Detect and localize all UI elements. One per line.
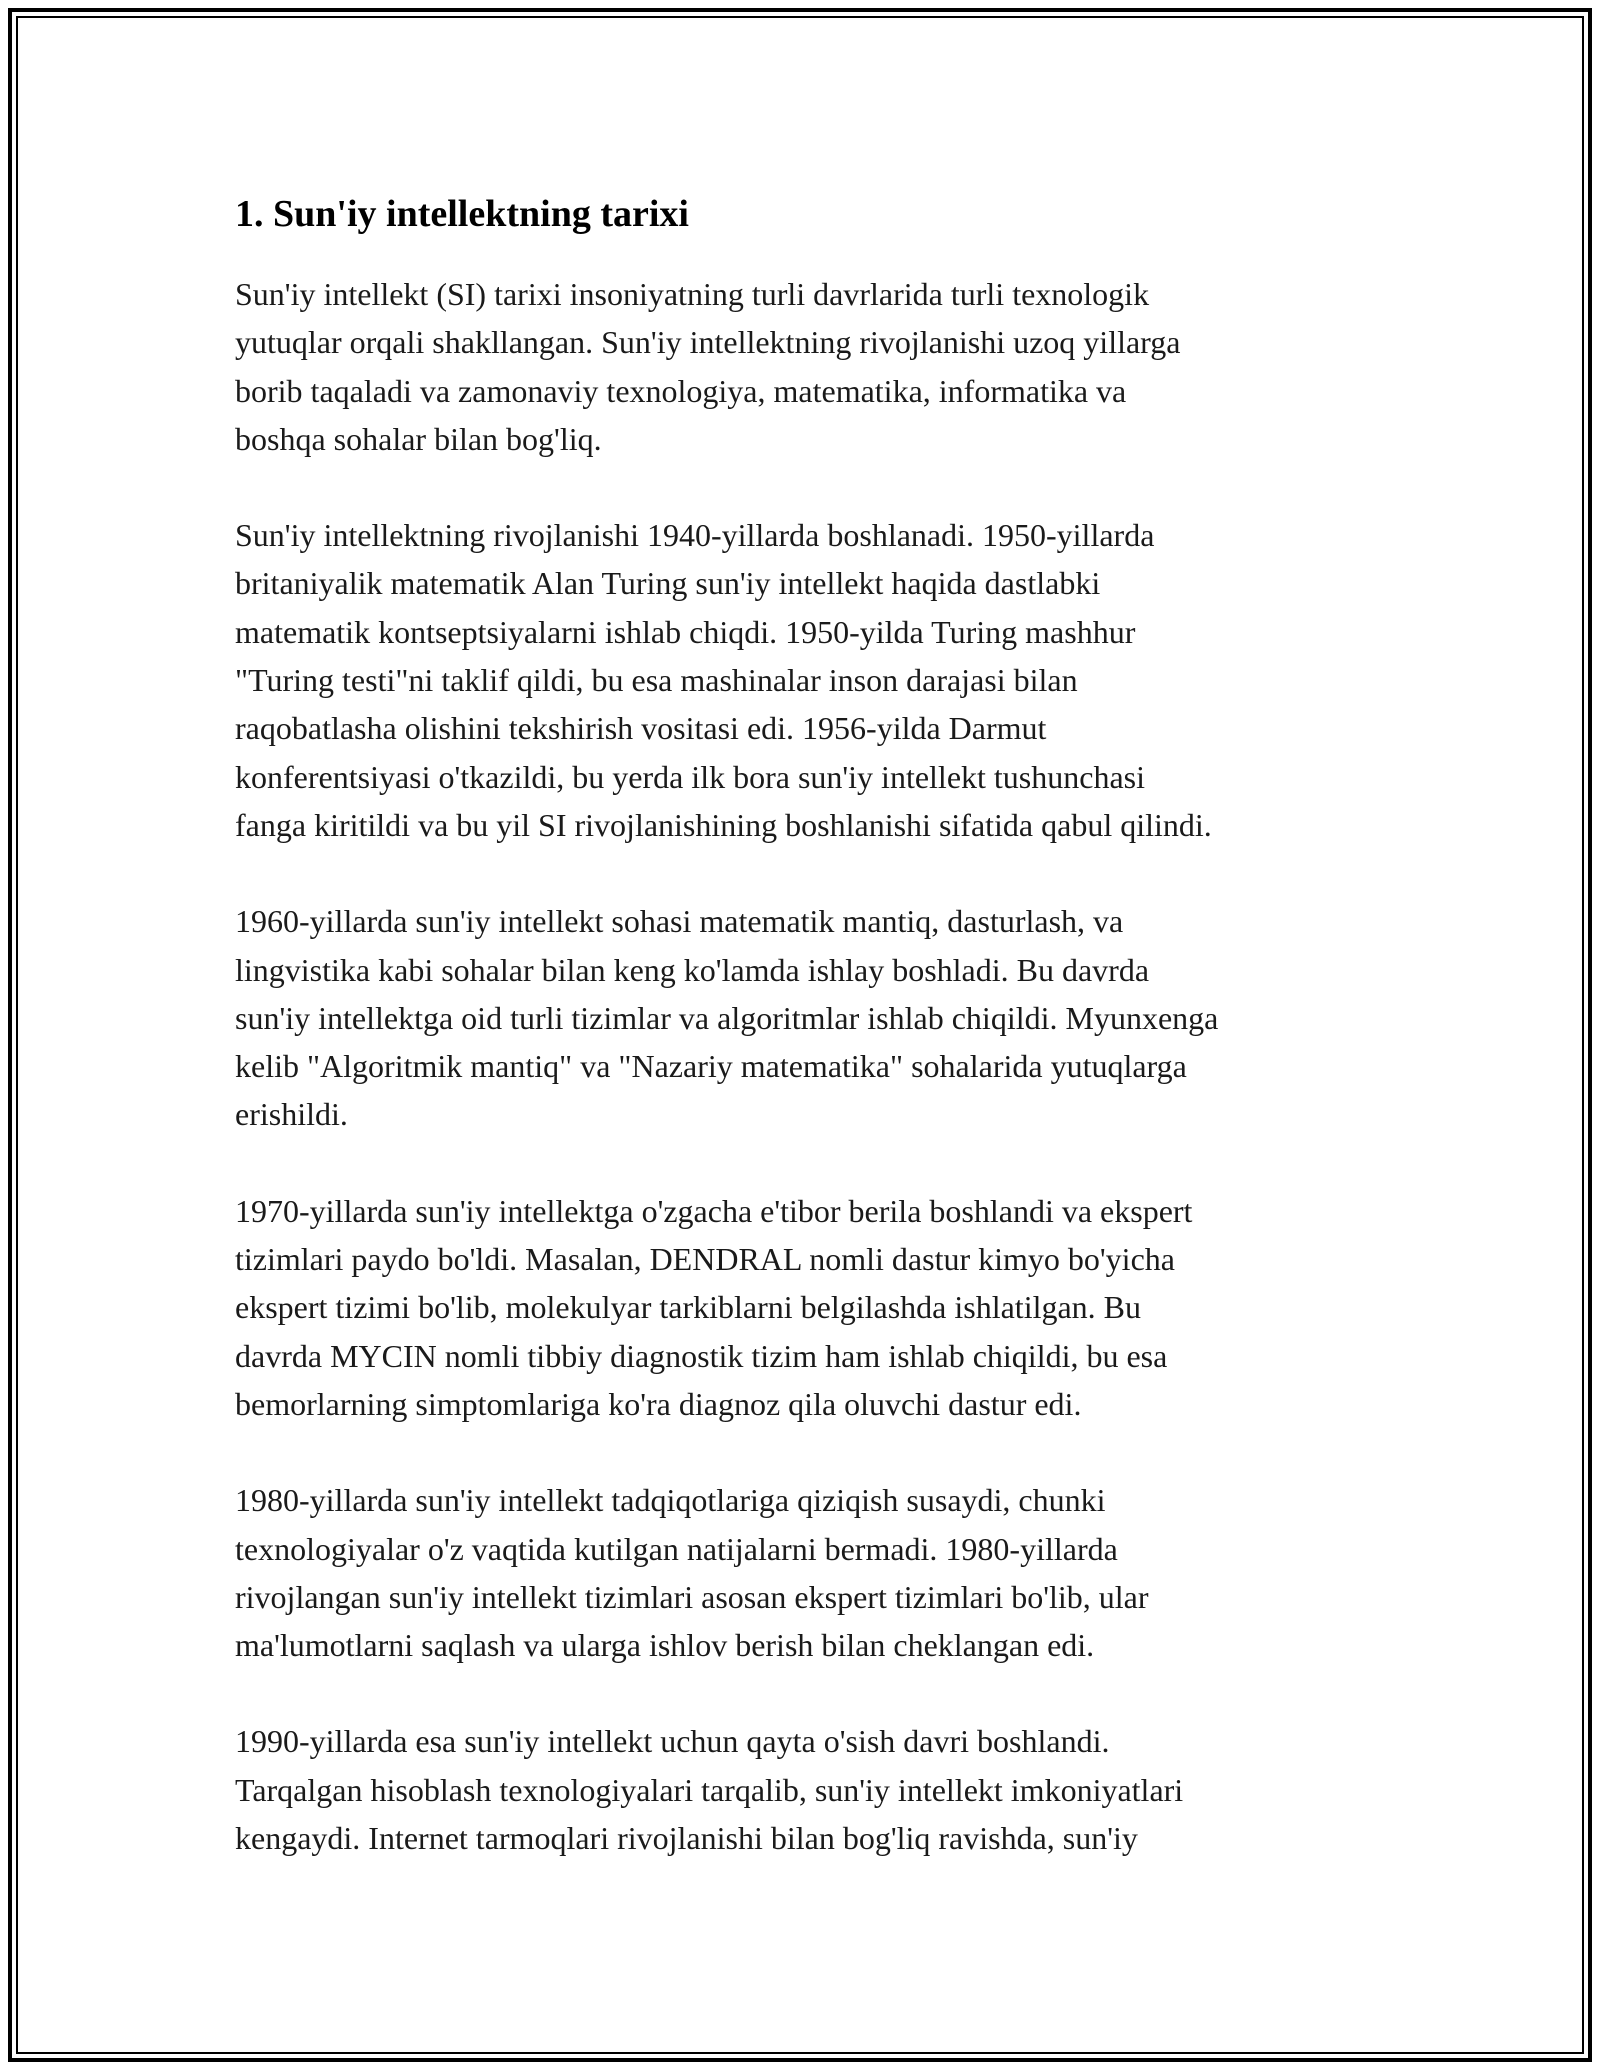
paragraph-1940s-1950s: Sun'iy intellektning rivojlanishi 1940-yillarda boshlanadi. 1950-yillarda britaniyalik matematik Alan Turing sun'iy intellekt haqida dastlabki matematik kontseptsiyalarni ishlab chiqdi. 1950-yilda Turing mashhur "Turing testi"ni taklif qildi, bu esa mashinalar inson darajasi bilan raqobatlasha olishini tekshirish vositasi edi. 1956-yilda Darmut konferentsiyasi o'tkazildi, bu yerda ilk bora sun'iy intellekt tushunchasi fanga kiritildi va bu yil SI rivojlanishining boshlanishi sifatida qabul qilindi. [235, 517, 1212, 843]
document-body [235, 186, 1365, 1910]
paragraph-intro: Sun'iy intellekt (SI) tarixi insoniyatning turli davrlarida turli texnologik yutuqlar orqali shakllangan. Sun'iy intellektning rivojlanishi uzoq yillarga borib taqaladi va zamonaviy texnologiya, matematika, informatika va boshqa sohalar bilan bog'liq. [235, 276, 1181, 457]
paragraph-1990s: 1990-yillarda esa sun'iy intellekt uchun qayta o'sish davri boshlandi. Tarqalgan hisoblash texnologiyalari tarqalib, sun'iy intellekt imkoniyatlari kengaydi. Internet tarmoqlari rivojlanishi bilan bog'liq ravishda, sun'iy [235, 1723, 1184, 1857]
paragraph-1960s: 1960-yillarda sun'iy intellekt sohasi matematik mantiq, dasturlash, va lingvistika kabi sohalar bilan keng ko'lamda ishlay boshladi. Bu davrda sun'iy intellektga oid turli tizimlar va algoritmlar ishlab chiqildi. Myunxenga kelib "Algoritmik mantiq" va "Nazariy matematika" sohalarida yutuqlarga erishildi. [235, 903, 1219, 1133]
section-heading: 1. Sun'iy intellektning tarixi [235, 193, 689, 235]
paragraph-1980s: 1980-yillarda sun'iy intellekt tadqiqotlariga qiziqish susaydi, chunki texnologiyalar o'z vaqtida kutilgan natijalarni bermadi. 1980-yillarda rivojlangan sun'iy intellekt tizimlari asosan ekspert tizimlari bo'lib, ular ma'lumotlarni saqlash va ularga ishlov berish bilan cheklangan edi. [235, 1482, 1149, 1664]
paragraph-1970s: 1970-yillarda sun'iy intellektga o'zgacha e'tibor berila boshlandi va ekspert tizimlari paydo bo'ldi. Masalan, DENDRAL nomli dastur kimyo bo'yicha ekspert tizimi bo'lib, molekulyar tarkiblarni belgilashda ishlatilgan. Bu davrda MYCIN nomli tibbiy diagnostik tizim ham ishlab chiqildi, bu esa bemorlarning simptomlariga ko'ra diagnoz qila oluvchi dastur edi. [235, 1192, 1193, 1422]
